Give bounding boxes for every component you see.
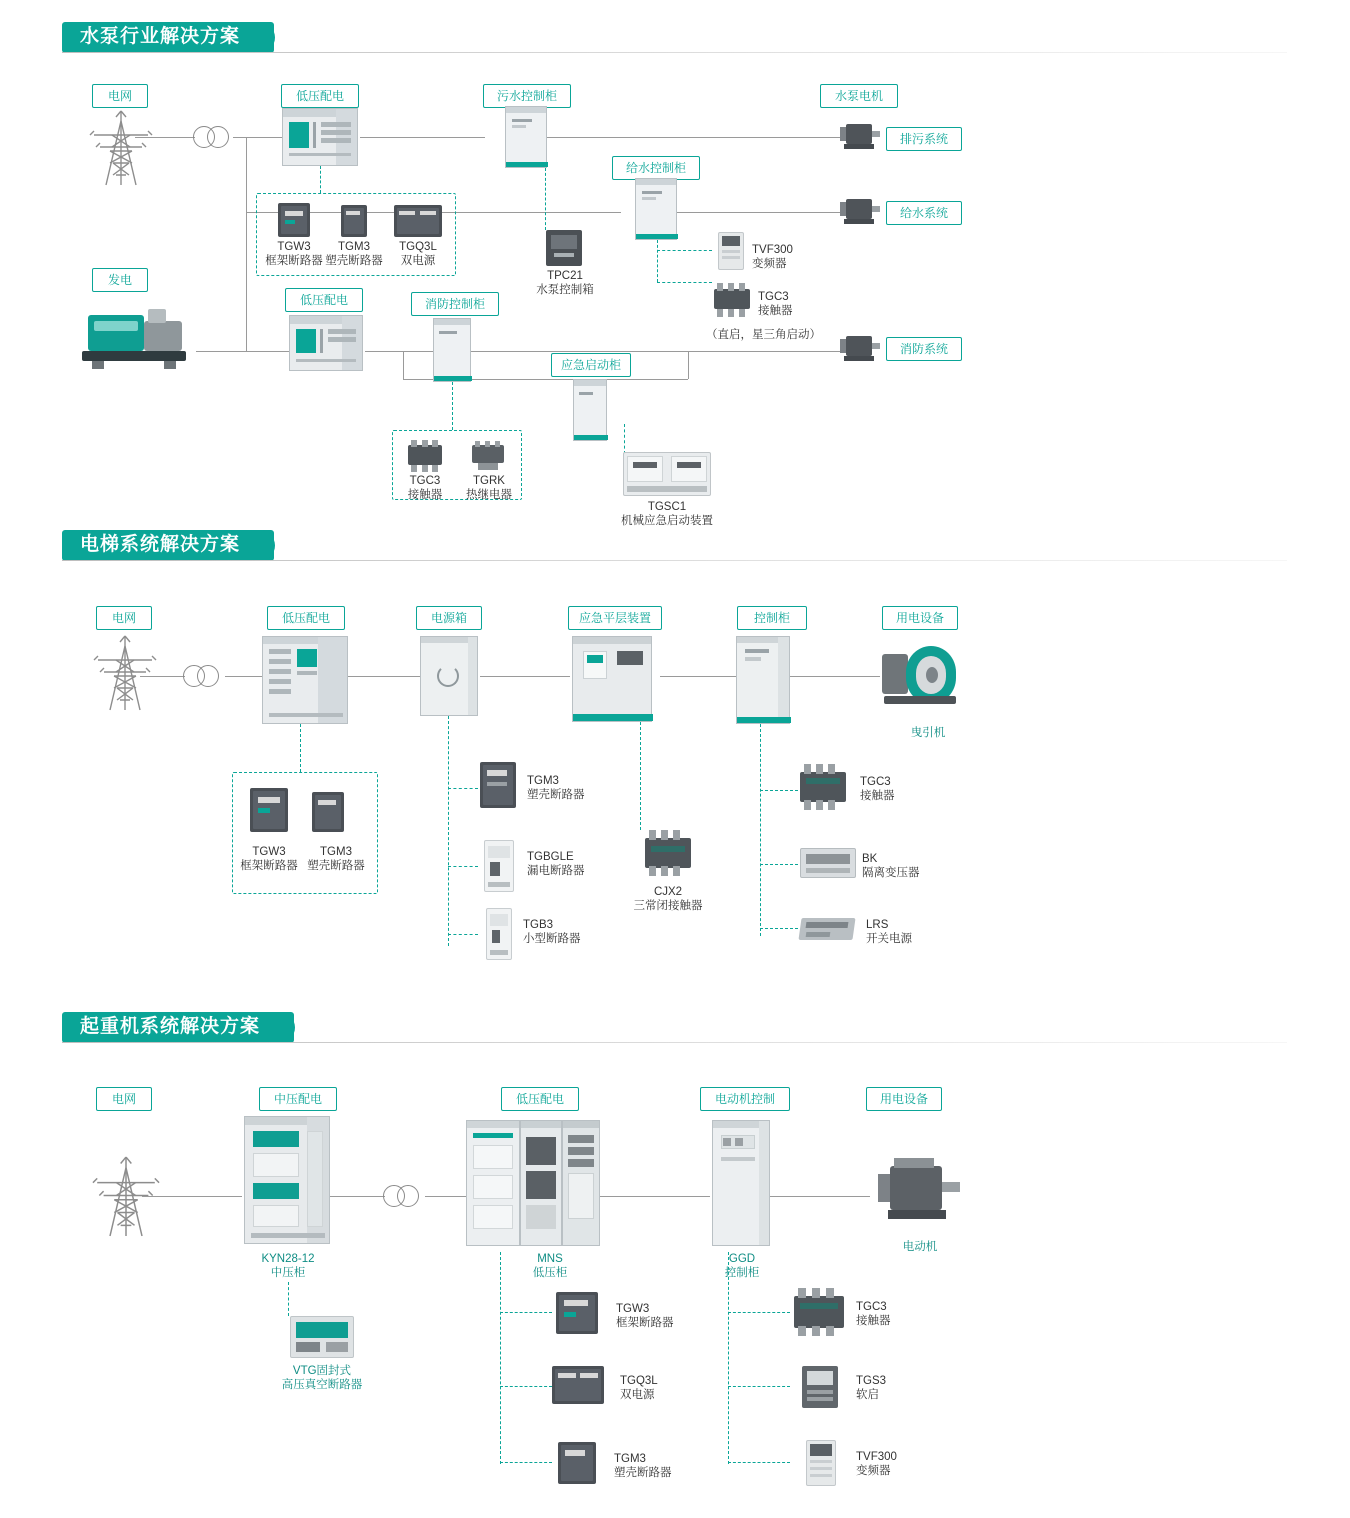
device-tgw3-pump xyxy=(278,203,310,237)
caption-tgm3-powerbox: TGM3 塑壳断路器 xyxy=(527,775,585,801)
line-leveling-to-control xyxy=(660,676,738,677)
line-lv-to-sewage xyxy=(360,137,485,138)
line-lv-to-powerbox xyxy=(345,676,420,677)
caption-mns: MNS 低压柜 xyxy=(532,1253,568,1279)
dash-fire-to-group xyxy=(452,382,453,430)
label-pump-motor: 水泵电机 xyxy=(820,84,898,108)
caption-lrs-power-supply: LRS 开关电源 xyxy=(866,919,912,945)
caption-tgm3-crane: TGM3 塑壳断路器 xyxy=(614,1453,672,1479)
line-grid-to-mv xyxy=(142,1196,242,1197)
dash-lv1-to-group xyxy=(320,166,321,193)
caption-tgc3-elevator: TGC3 接触器 xyxy=(860,776,895,802)
dash-branch-h-top xyxy=(657,250,712,251)
caption-tgw3-crane: TGW3 框架断路器 xyxy=(616,1303,674,1329)
device-cjx2 xyxy=(645,830,691,876)
label-sewage-cabinet: 污水控制柜 xyxy=(483,84,571,108)
device-tgsc1 xyxy=(623,452,711,496)
lv-distribution-cabinet-2 xyxy=(289,315,363,371)
dash-crane-lv-1 xyxy=(500,1312,552,1313)
dash-leveling-to-cjx2 xyxy=(640,722,641,830)
line-powerbox-to-leveling xyxy=(480,676,570,677)
sewage-control-cabinet xyxy=(505,106,547,168)
line-fire-branch-down xyxy=(403,351,404,379)
label-power-box: 电源箱 xyxy=(416,606,482,630)
lv-distribution-cabinet-1 xyxy=(282,108,358,166)
caption-tgbgle: TGBGLE 漏电断路器 xyxy=(527,851,585,877)
crane-motor-icon xyxy=(872,1152,968,1230)
section-rule xyxy=(62,52,1287,53)
label-lv-dist-elevator: 低压配电 xyxy=(267,606,345,630)
line-mv-to-transformer xyxy=(330,1196,385,1197)
device-tgm3-crane xyxy=(558,1442,596,1484)
line-grid-to-transformer-2 xyxy=(140,676,185,677)
line-gen-to-lv2 xyxy=(196,351,291,352)
label-fire-cabinet: 消防控制柜 xyxy=(411,292,499,316)
label-equipment-crane: 用电设备 xyxy=(866,1087,942,1111)
transformer-icon xyxy=(193,126,237,150)
dash-branch-h xyxy=(657,282,712,283)
caption-traction-machine: 曳引机 xyxy=(910,727,946,739)
caption-vtg: VTG固封式 高压真空断路器 xyxy=(281,1365,363,1391)
dash-powerbox-1 xyxy=(448,788,478,789)
dash-control-3 xyxy=(760,928,798,929)
caption-kyn28-12: KYN28-12 中压柜 xyxy=(261,1253,315,1279)
power-box-cabinet xyxy=(420,636,478,716)
emergency-leveling-device xyxy=(572,636,652,722)
caption-cjx2: CJX2 三常闭接触器 xyxy=(633,886,703,912)
dash-powerbox-3 xyxy=(448,934,478,935)
line-lv-to-motorcontrol xyxy=(600,1196,710,1197)
dash-mv-to-vtg xyxy=(288,1282,289,1316)
line-lv-down xyxy=(246,137,247,352)
caption-crane-motor: 电动机 xyxy=(902,1241,938,1253)
device-lrs-power-supply xyxy=(798,910,856,948)
caption-tvf300-pump: TVF300 变频器 xyxy=(752,244,793,270)
dash-crane-lv-2 xyxy=(500,1386,552,1387)
device-tgc3-fire xyxy=(408,440,442,472)
device-tgw3-elevator xyxy=(250,788,288,832)
caption-tgm3-pump: TGM3 塑壳断路器 xyxy=(325,241,383,267)
section-rule-2 xyxy=(62,560,1287,561)
dash-crane-mc-trunk xyxy=(728,1252,729,1464)
label-lv-dist-crane: 低压配电 xyxy=(501,1087,579,1111)
caption-tgc3-pump: TGC3 接触器 xyxy=(758,291,793,317)
device-tgm3-powerbox xyxy=(480,762,516,808)
pump-motor-icon-water xyxy=(838,193,882,231)
caption-tvf300-crane: TVF300 变频器 xyxy=(856,1451,897,1477)
label-leveling-device: 应急平层装置 xyxy=(568,606,662,630)
caption-tgsc1: TGSC1 机械应急启动装置 xyxy=(621,501,713,527)
caption-tgb3: TGB3 小型断路器 xyxy=(523,919,581,945)
label-control-cabinet-elevator: 控制柜 xyxy=(737,606,807,630)
emergency-start-cabinet xyxy=(573,379,607,441)
ggd-control-cabinet xyxy=(712,1120,770,1246)
line-fire-to-firemotor xyxy=(470,351,840,352)
dash-control-2 xyxy=(760,864,798,865)
dash-crane-lv-3 xyxy=(500,1462,552,1463)
label-lv-dist-1: 低压配电 xyxy=(281,84,359,108)
caption-tgq3l-pump: TGQ3L 双电源 xyxy=(399,241,437,267)
device-tgb3 xyxy=(486,908,512,960)
section-title-elevator: 电梯系统解决方案 xyxy=(62,530,274,561)
section-title-crane: 起重机系统解决方案 xyxy=(62,1012,294,1043)
device-tgrk xyxy=(472,441,504,471)
line-emergency-right-up xyxy=(688,351,689,379)
water-supply-control-cabinet xyxy=(635,178,677,240)
caption-tgc3-crane: TGC3 接触器 xyxy=(856,1301,891,1327)
dash-crane-mc-2 xyxy=(728,1386,790,1387)
label-generator: 发电 xyxy=(92,268,148,292)
power-pylon-icon xyxy=(76,105,166,190)
lv-distribution-cabinet-elevator xyxy=(262,636,348,724)
dash-crane-lv-trunk xyxy=(500,1252,501,1464)
label-system-fire: 消防系统 xyxy=(886,337,962,361)
line-transformer-to-lv-2 xyxy=(225,676,267,677)
line-transformer-to-lv xyxy=(233,137,283,138)
section-header-elevator xyxy=(62,530,274,560)
device-tgc3-crane xyxy=(794,1288,844,1336)
label-grid-elevator: 电网 xyxy=(96,606,152,630)
dash-powerbox-2 xyxy=(448,866,478,867)
device-tvf300-pump xyxy=(718,232,744,270)
caption-tgc3-fire: TGC3 接触器 xyxy=(407,475,443,501)
device-tgm3-elevator-lv xyxy=(312,792,344,832)
device-tvf300-crane xyxy=(806,1440,836,1486)
line-control-to-equipment xyxy=(790,676,880,677)
dash-sewage-to-tpc21 xyxy=(545,168,546,230)
transformer-icon-elevator xyxy=(183,665,227,689)
dash-crane-mc-3 xyxy=(728,1462,790,1463)
device-tgbgle xyxy=(484,840,514,892)
device-tgq3l-crane xyxy=(552,1366,604,1404)
caption-tgm3-elevator-lv: TGM3 塑壳断路器 xyxy=(307,846,365,872)
mv-switchgear-cabinet xyxy=(244,1116,330,1244)
label-motor-control-crane: 电动机控制 xyxy=(700,1087,790,1111)
device-tgs3-soft-starter xyxy=(802,1366,838,1408)
power-pylon-icon-elevator xyxy=(80,630,170,715)
caption-bk-transformer: BK 隔离变压器 xyxy=(862,853,920,879)
label-emergency-cabinet: 应急启动柜 xyxy=(551,353,631,377)
lv-switchgear-crane xyxy=(466,1120,600,1246)
section-header-pump xyxy=(62,22,274,52)
caption-tgs3: TGS3 软启 xyxy=(856,1375,887,1401)
label-grid-pump: 电网 xyxy=(92,84,148,108)
device-tgw3-crane xyxy=(556,1292,598,1334)
label-mv-dist-crane: 中压配电 xyxy=(259,1087,337,1111)
dash-water-to-branch xyxy=(657,240,658,282)
dash-control-1 xyxy=(760,790,798,791)
device-tgm3-pump xyxy=(341,205,367,237)
label-system-sewage: 排污系统 xyxy=(886,127,962,151)
label-grid-crane: 电网 xyxy=(96,1087,152,1111)
line-watersupply-to-motor xyxy=(668,212,840,213)
caption-tpc21: TPC21 水泵控制箱 xyxy=(536,270,594,296)
line-lv2-to-fire xyxy=(365,351,433,352)
elevator-control-cabinet xyxy=(736,636,790,724)
caption-tgw3-elevator: TGW3 框架断路器 xyxy=(240,846,298,872)
device-tgc3-elevator xyxy=(800,764,846,810)
device-bk-transformer xyxy=(800,844,856,884)
line-sewage-to-motor xyxy=(540,137,840,138)
label-water-supply-cabinet: 给水控制柜 xyxy=(612,156,700,180)
note-start-modes: （直启，星三角启动） xyxy=(706,329,821,341)
line-motorcontrol-to-motor xyxy=(770,1196,870,1197)
label-equipment-elevator: 用电设备 xyxy=(882,606,958,630)
caption-tgrk: TGRK 热继电器 xyxy=(466,475,512,501)
dash-emergency-to-tgsc1 xyxy=(624,424,625,454)
caption-ggd: GGD 控制柜 xyxy=(724,1253,760,1279)
device-tgq3l-pump xyxy=(394,205,442,237)
section-header-crane xyxy=(62,1012,294,1042)
label-system-water: 给水系统 xyxy=(886,201,962,225)
dash-powerbox-trunk xyxy=(448,716,449,946)
generator-icon xyxy=(78,295,188,375)
traction-machine-icon xyxy=(876,636,972,720)
transformer-icon-crane xyxy=(383,1185,427,1209)
fire-control-cabinet xyxy=(433,318,471,382)
dash-control-trunk xyxy=(760,724,761,936)
caption-tgw3-pump: TGW3 框架断路器 xyxy=(265,241,323,267)
device-vtg-vacuum-breaker xyxy=(290,1316,354,1358)
pump-motor-icon-sewage xyxy=(838,118,882,156)
device-tpc21 xyxy=(546,230,582,266)
dash-crane-mc-1 xyxy=(728,1312,790,1313)
pump-motor-icon-fire xyxy=(838,330,882,368)
caption-tgq3l-crane: TGQ3L 双电源 xyxy=(620,1375,658,1401)
section-rule-3 xyxy=(62,1042,1287,1043)
line-transformer-to-lv-3 xyxy=(425,1196,470,1197)
device-tgc3-pump xyxy=(714,283,750,317)
section-title-pump: 水泵行业解决方案 xyxy=(62,22,274,53)
label-lv-dist-2: 低压配电 xyxy=(285,288,363,312)
dash-lv-elevator-to-group xyxy=(300,724,301,772)
